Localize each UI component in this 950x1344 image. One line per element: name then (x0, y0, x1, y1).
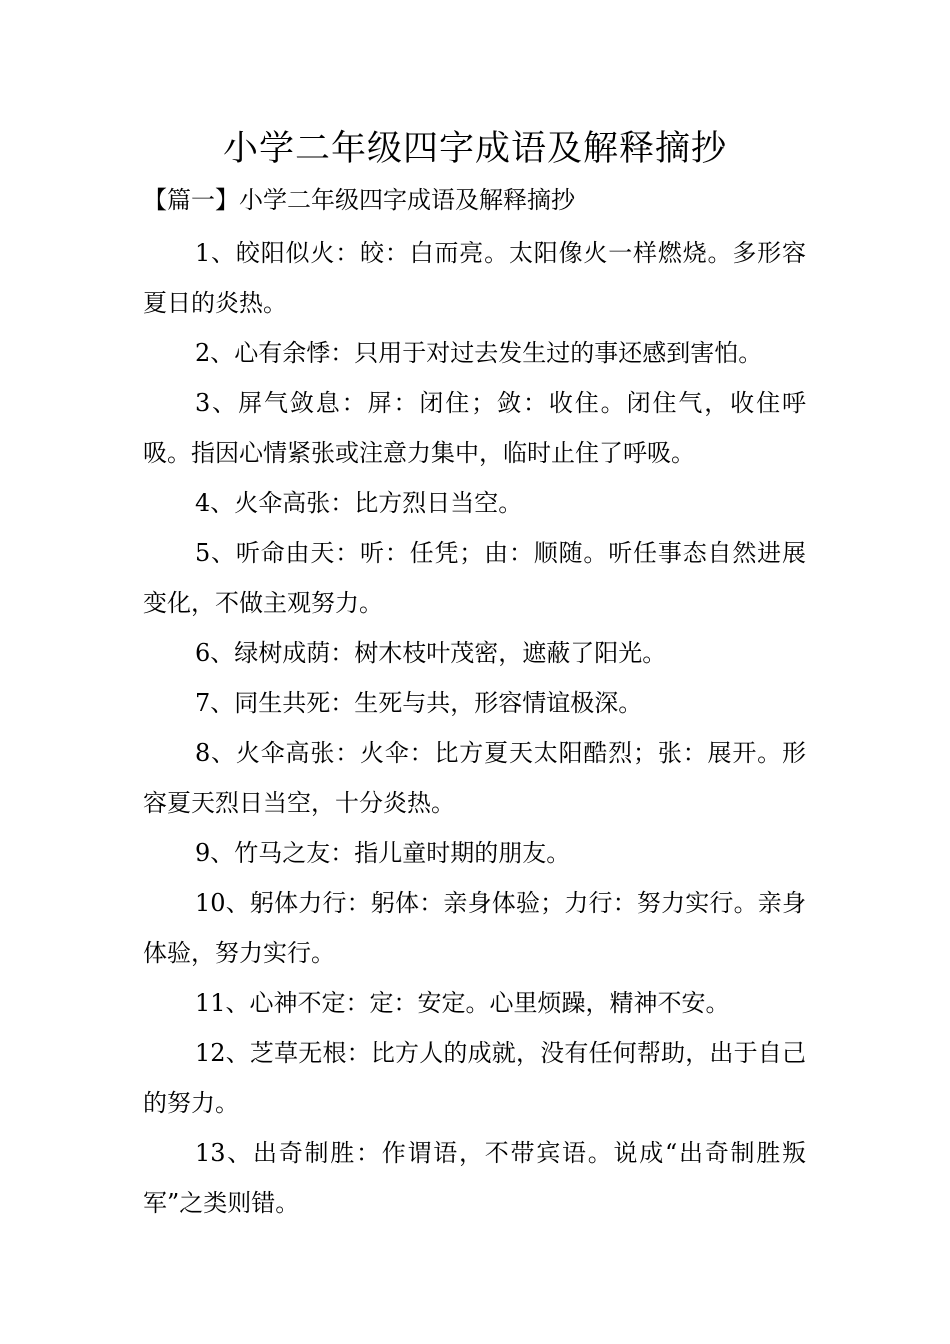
entry-item: 11、心神不定：定：安定。心里烦躁，精神不安。 (195, 989, 730, 1017)
entry-item: 6、绿树成荫：树木枝叶茂密，遮蔽了阳光。 (195, 639, 667, 667)
entry-item: 9、竹马之友：指儿童时期的朋友。 (195, 839, 571, 867)
entry-item: 13、出奇制胜：作谓语，不带宾语。说成“出奇制胜叛军”之类则错。 (143, 1139, 806, 1217)
section-heading: 【篇一】小学二年级四字成语及解释摘抄 (143, 186, 575, 214)
entry-item: 10、躬体力行：躬体：亲身体验；力行：努力实行。亲身体验，努力实行。 (143, 889, 806, 967)
entry-item: 1、皎阳似火：皎：白而亮。太阳像火一样燃烧。多形容夏日的炎热。 (143, 239, 806, 317)
entry-item: 4、火伞高张：比方烈日当空。 (195, 489, 523, 517)
entry-item: 2、心有余悸：只用于对过去发生过的事还感到害怕。 (195, 339, 763, 367)
entry-item: 12、芝草无根：比方人的成就，没有任何帮助，出于自己的努力。 (143, 1039, 806, 1117)
entry-item: 5、听命由天：听：任凭；由：顺随。听任事态自然进展变化，不做主观努力。 (143, 539, 806, 617)
entry-item: 7、同生共死：生死与共，形容情谊极深。 (195, 689, 643, 717)
entry-item: 8、火伞高张：火伞：比方夏天太阳酷烈；张：展开。形容夏天烈日当空，十分炎热。 (143, 739, 806, 817)
document-title: 小学二年级四字成语及解释摘抄 (222, 129, 727, 169)
entry-item: 3、屏气敛息：屏：闭住；敛：收住。闭住气，收住呼吸。指因心情紧张或注意力集中，临时止住了呼吸。 (143, 389, 806, 467)
entry-list (143, 228, 806, 1228)
